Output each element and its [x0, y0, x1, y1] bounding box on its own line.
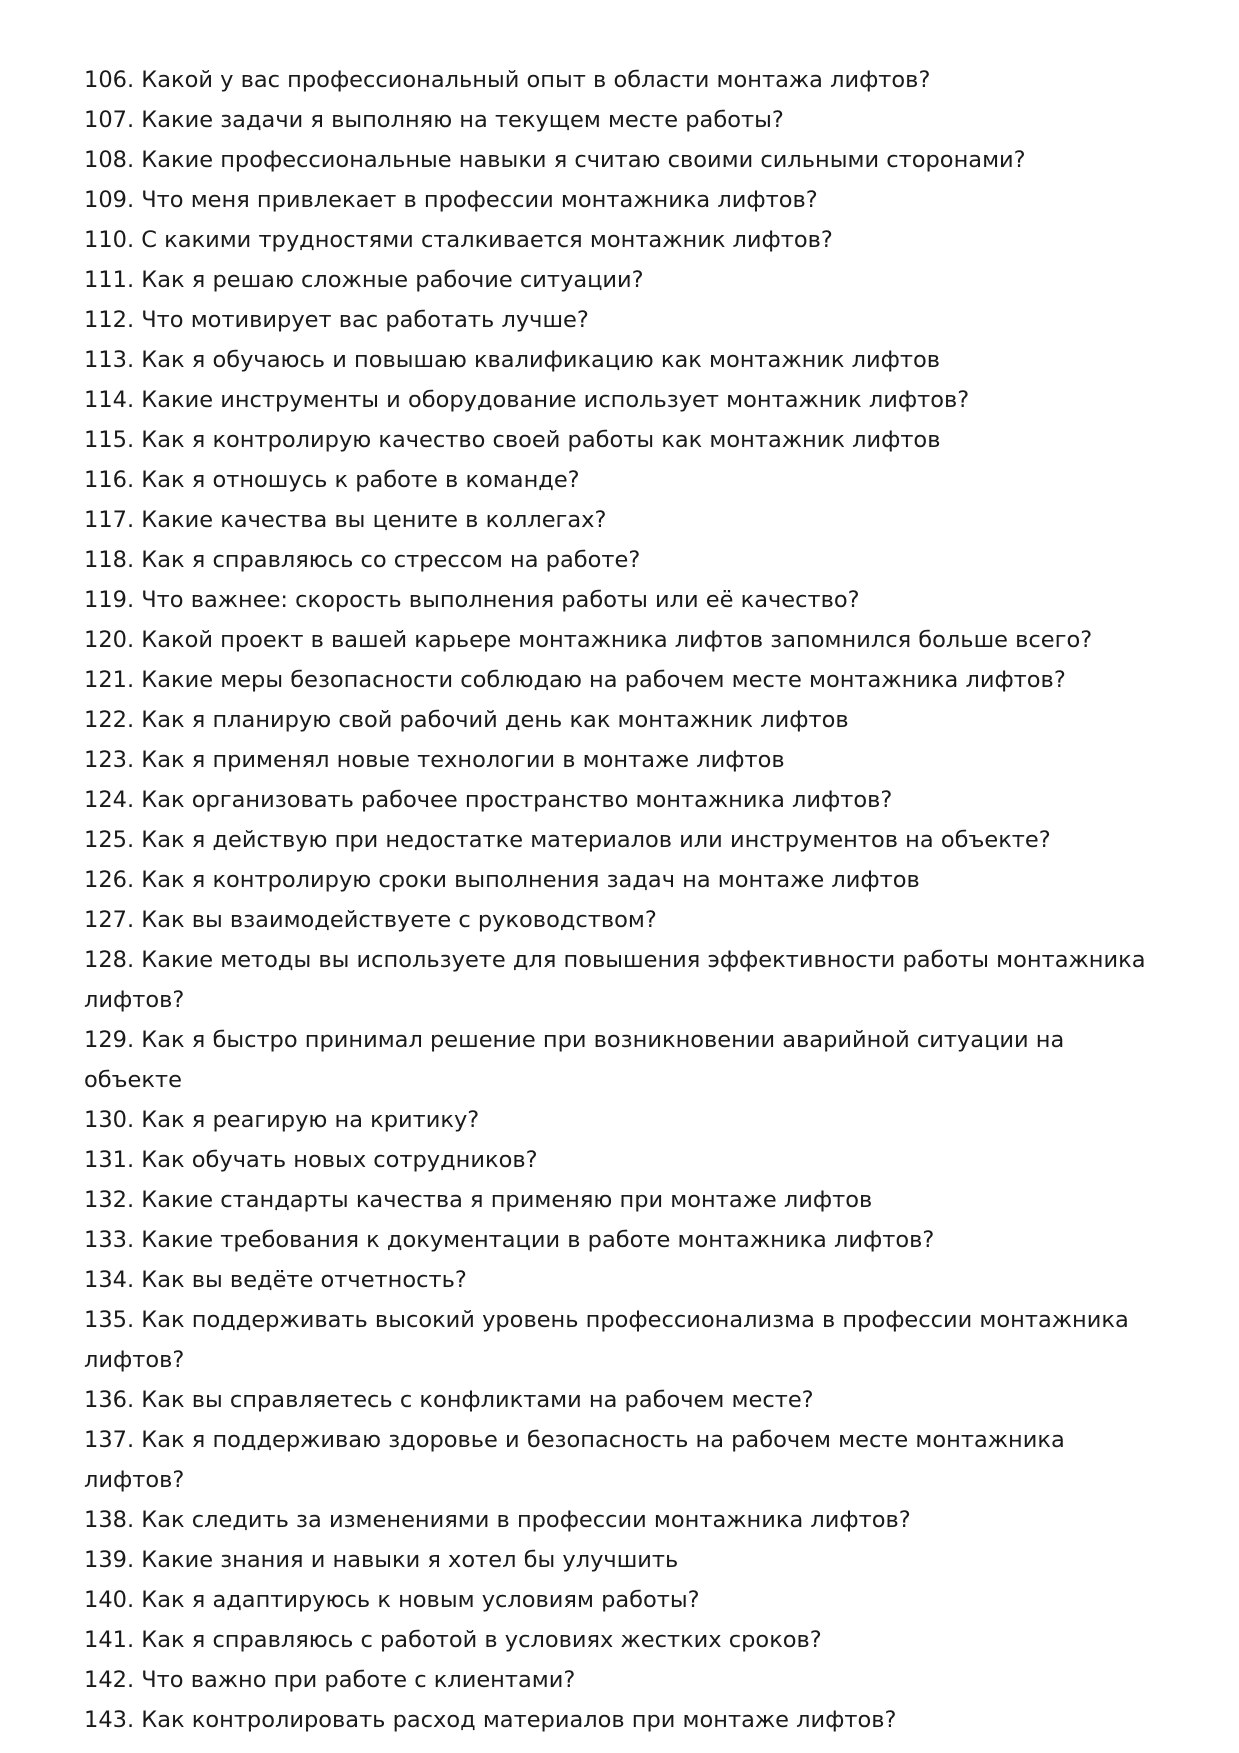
question-item: 127. Как вы взаимодействуете с руководством?: [84, 907, 657, 933]
question-item: 130. Как я реагирую на критику?: [84, 1107, 480, 1133]
question-item: 136. Как вы справляетесь с конфликтами на рабочем месте?: [84, 1387, 814, 1413]
question-item: 142. Что важно при работе с клиентами?: [84, 1667, 576, 1693]
question-item: 106. Какой у вас профессиональный опыт в области монтажа лифтов?: [84, 67, 931, 93]
question-item: 114. Какие инструменты и оборудование использует монтажник лифтов?: [84, 387, 970, 413]
question-item: 134. Как вы ведёте отчетность?: [84, 1267, 467, 1293]
question-item: 126. Как я контролирую сроки выполнения задач на монтаже лифтов: [84, 867, 920, 893]
question-item: 109. Что меня привлекает в профессии монтажника лифтов?: [84, 187, 818, 213]
question-item: 120. Какой проект в вашей карьере монтажника лифтов запомнился больше всего?: [84, 627, 1093, 653]
question-item: 128. Какие методы вы используете для повышения эффективности работы монтажника лифтов?: [84, 947, 1146, 1013]
question-item: 138. Как следить за изменениями в профессии монтажника лифтов?: [84, 1507, 911, 1533]
question-item: 119. Что важнее: скорость выполнения работы или её качество?: [84, 587, 860, 613]
question-item: 107. Какие задачи я выполняю на текущем месте работы?: [84, 107, 784, 133]
question-item: 118. Как я справляюсь со стрессом на работе?: [84, 547, 641, 573]
question-item: 129. Как я быстро принимал решение при возникновении аварийной ситуации на объекте: [84, 1027, 1065, 1093]
question-item: 123. Как я применял новые технологии в монтаже лифтов: [84, 747, 785, 773]
question-item: 110. С какими трудностями сталкивается монтажник лифтов?: [84, 227, 833, 253]
question-item: 113. Как я обучаюсь и повышаю квалификацию как монтажник лифтов: [84, 347, 941, 373]
question-item: 116. Как я отношусь к работе в команде?: [84, 467, 580, 493]
question-list: [84, 60, 1164, 1740]
question-item: 137. Как я поддерживаю здоровье и безопасность на рабочем месте монтажника лифтов?: [84, 1427, 1065, 1493]
question-item: 115. Как я контролирую качество своей работы как монтажник лифтов: [84, 427, 941, 453]
question-item: 108. Какие профессиональные навыки я считаю своими сильными сторонами?: [84, 147, 1026, 173]
question-item: 121. Какие меры безопасности соблюдаю на рабочем месте монтажника лифтов?: [84, 667, 1066, 693]
question-item: 111. Как я решаю сложные рабочие ситуации?: [84, 267, 644, 293]
question-item: 124. Как организовать рабочее пространство монтажника лифтов?: [84, 787, 893, 813]
question-item: 132. Какие стандарты качества я применяю при монтаже лифтов: [84, 1187, 873, 1213]
question-item: 133. Какие требования к документации в работе монтажника лифтов?: [84, 1227, 935, 1253]
question-item: 122. Как я планирую свой рабочий день как монтажник лифтов: [84, 707, 849, 733]
question-item: 117. Какие качества вы цените в коллегах?: [84, 507, 607, 533]
question-item: 140. Как я адаптируюсь к новым условиям работы?: [84, 1587, 700, 1613]
question-item: 139. Какие знания и навыки я хотел бы улучшить: [84, 1547, 679, 1573]
question-item: 131. Как обучать новых сотрудников?: [84, 1147, 538, 1173]
question-item: 135. Как поддерживать высокий уровень профессионализма в профессии монтажника лифтов?: [84, 1307, 1129, 1373]
question-item: 112. Что мотивирует вас работать лучше?: [84, 307, 589, 333]
question-item: 125. Как я действую при недостатке материалов или инструментов на объекте?: [84, 827, 1051, 853]
question-item: 143. Как контролировать расход материалов при монтаже лифтов?: [84, 1707, 897, 1733]
question-item: 141. Как я справляюсь с работой в условиях жестких сроков?: [84, 1627, 822, 1653]
